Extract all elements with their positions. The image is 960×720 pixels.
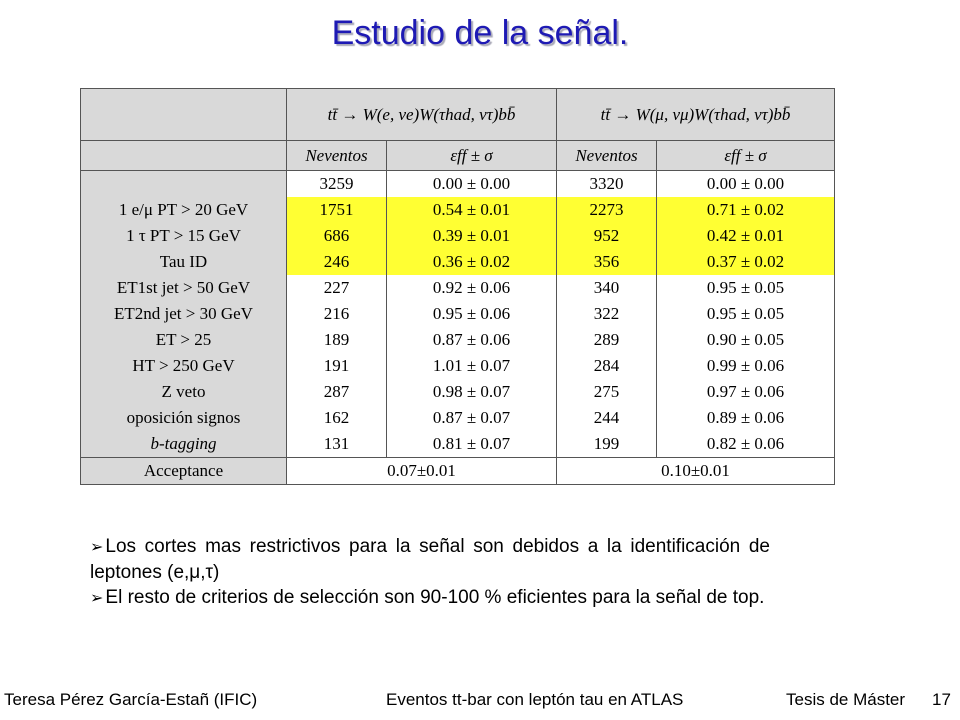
table-row: [81, 197, 835, 223]
table-row: [81, 249, 835, 275]
cell-eff-mu: 0.97 ± 0.06: [657, 379, 835, 405]
cell-eff-mu: 0.71 ± 0.02: [657, 197, 835, 223]
cell-eff-mu: 0.89 ± 0.06: [657, 405, 835, 431]
row-label: ET > 25: [81, 327, 287, 353]
row-label: oposición signos: [81, 405, 287, 431]
cell-eff-mu: 0.95 ± 0.05: [657, 301, 835, 327]
cell-n-mu: 284: [557, 353, 657, 379]
cell-eff-mu: 0.37 ± 0.02: [657, 249, 835, 275]
arrow-bullet-icon: ➢: [90, 539, 104, 556]
cell-n-mu: 356: [557, 249, 657, 275]
cell-eff-e: 0.95 ± 0.06: [387, 301, 557, 327]
cell-eff-e: 1.01 ± 0.07: [387, 353, 557, 379]
cell-eff-mu: 0.95 ± 0.05: [657, 275, 835, 301]
table-header-channels: [81, 89, 835, 141]
cell-eff-mu: 0.00 ± 0.00: [657, 171, 835, 198]
cell-n-mu: 340: [557, 275, 657, 301]
cutflow-table: [80, 88, 835, 485]
cell-n-mu: 289: [557, 327, 657, 353]
footer-page-number: 17: [932, 690, 951, 709]
cell-eff-e: 0.81 ± 0.07: [387, 431, 557, 458]
channel-mu-header: tt̄ → W(μ, νμ)W(τhad, ντ)bb̄: [557, 89, 835, 141]
cell-n-e: 216: [287, 301, 387, 327]
row-label: 1 e/μ PT > 20 GeV: [81, 197, 287, 223]
cell-eff-mu: 0.82 ± 0.06: [657, 431, 835, 458]
cell-n-e: 1751: [287, 197, 387, 223]
col-eff-mu: εff ± σ: [657, 141, 835, 171]
table-row: [81, 431, 835, 458]
col-eff-e: εff ± σ: [387, 141, 557, 171]
bullet-item: ➢ El resto de criterios de selección son 90-100 % eficientes para la señal de top.: [90, 587, 765, 608]
cell-n-e: 246: [287, 249, 387, 275]
cell-n-e: 162: [287, 405, 387, 431]
row-label: [81, 171, 287, 198]
cell-n-e: 189: [287, 327, 387, 353]
table-row: [81, 223, 835, 249]
cell-n-mu: 952: [557, 223, 657, 249]
cell-n-e: 287: [287, 379, 387, 405]
cell-n-mu: 3320: [557, 171, 657, 198]
row-label: ET2nd jet > 30 GeV: [81, 301, 287, 327]
table-row: [81, 405, 835, 431]
cell-n-e: 191: [287, 353, 387, 379]
cell-eff-e: 0.39 ± 0.01: [387, 223, 557, 249]
cell-eff-e: 0.87 ± 0.07: [387, 405, 557, 431]
table-row: [81, 301, 835, 327]
cell-eff-mu: 0.90 ± 0.05: [657, 327, 835, 353]
cell-eff-e: 0.98 ± 0.07: [387, 379, 557, 405]
header-blank-2: [81, 141, 287, 171]
cell-eff-e: 0.36 ± 0.02: [387, 249, 557, 275]
cell-n-e: 227: [287, 275, 387, 301]
cell-eff-e: 0.92 ± 0.06: [387, 275, 557, 301]
col-n-e: Neventos: [287, 141, 387, 171]
cell-n-e: 686: [287, 223, 387, 249]
arrow-bullet-icon: ➢: [90, 590, 104, 607]
cell-eff-e: 0.87 ± 0.06: [387, 327, 557, 353]
table-row: [81, 353, 835, 379]
cell-n-e: 131: [287, 431, 387, 458]
row-label: ET1st jet > 50 GeV: [81, 275, 287, 301]
table-body: [81, 171, 835, 458]
bullet-item: ➢ Los cortes mas restrictivos para la señal son debidos a la identificación de leptones (e,μ,τ): [90, 536, 770, 583]
cell-n-e: 3259: [287, 171, 387, 198]
row-label: Z veto: [81, 379, 287, 405]
cell-n-mu: 2273: [557, 197, 657, 223]
acceptance-label: Acceptance: [81, 458, 287, 485]
header-blank: [81, 89, 287, 141]
row-label: b-tagging: [81, 431, 287, 458]
acceptance-e: 0.07±0.01: [287, 458, 557, 485]
footer-thesis: Tesis de Máster: [786, 690, 906, 709]
cell-eff-e: 0.00 ± 0.00: [387, 171, 557, 198]
cell-n-mu: 275: [557, 379, 657, 405]
footer-author: Teresa Pérez García-Estañ (IFIC): [4, 690, 258, 709]
cell-n-mu: 199: [557, 431, 657, 458]
cell-n-mu: 322: [557, 301, 657, 327]
table-header-columns: [81, 141, 835, 171]
table-row: [81, 379, 835, 405]
table-row: [81, 327, 835, 353]
channel-e-header: tt̄ → W(e, νe)W(τhad, ντ)bb̄: [287, 89, 557, 141]
col-n-mu: Neventos: [557, 141, 657, 171]
row-label: 1 τ PT > 15 GeV: [81, 223, 287, 249]
footer-talk: Eventos tt-bar con leptón tau en ATLAS: [386, 690, 684, 709]
row-label: Tau ID: [81, 249, 287, 275]
cell-n-mu: 244: [557, 405, 657, 431]
slide-title: Estudio de la señal.: [331, 14, 629, 52]
table-row: [81, 275, 835, 301]
row-label: HT > 250 GeV: [81, 353, 287, 379]
acceptance-row: [81, 458, 835, 485]
table-row: [81, 171, 835, 198]
cell-eff-e: 0.54 ± 0.01: [387, 197, 557, 223]
acceptance-mu: 0.10±0.01: [557, 458, 835, 485]
cell-eff-mu: 0.42 ± 0.01: [657, 223, 835, 249]
bullet-list: [90, 534, 770, 611]
cell-eff-mu: 0.99 ± 0.06: [657, 353, 835, 379]
